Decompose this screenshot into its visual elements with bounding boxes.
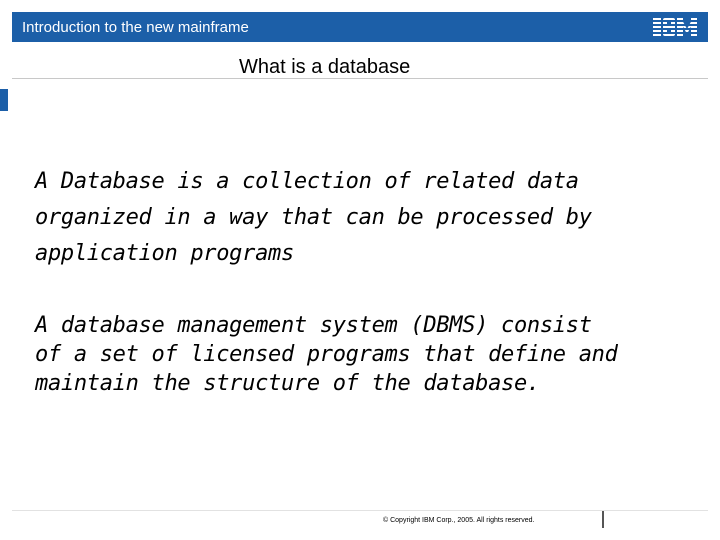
course-title: Introduction to the new mainframe	[22, 19, 249, 36]
definition-paragraph: A Database is a collection of related data organized in a way that can be processed by application programs	[35, 169, 592, 266]
header-bar	[12, 12, 708, 42]
dbms-paragraph: A database management system (DBMS) consist of a set of licensed programs that define and maintain the structure of the database.	[35, 313, 618, 396]
slide-title: What is a database	[239, 56, 411, 78]
accent-bar	[0, 89, 8, 111]
copyright-notice: © Copyright IBM Corp., 2005. All rights reserved.	[383, 517, 535, 524]
footer-divider	[602, 511, 604, 528]
ibm-logo	[652, 17, 698, 39]
title-divider	[12, 78, 708, 79]
